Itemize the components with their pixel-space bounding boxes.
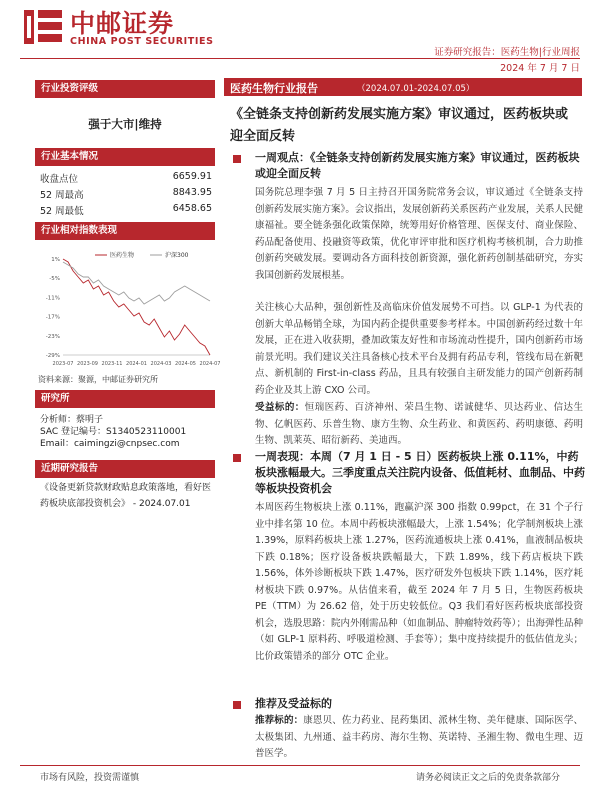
company-logo-icon — [22, 6, 64, 48]
y-tick-label: -17% — [45, 314, 60, 321]
x-tick-label: 2024-01 — [126, 361, 147, 367]
basics-row — [40, 171, 212, 185]
x-tick-label: 2024-03 — [150, 361, 172, 367]
basics-row — [40, 187, 212, 201]
x-tick-label: 2023-11 — [101, 361, 123, 367]
section-bullet-icon — [233, 454, 241, 462]
chart-heading: 行业相对指数表现 — [35, 222, 215, 240]
header-divider — [20, 58, 580, 59]
report-bar-title: 医药生物行业报告 — [230, 82, 318, 95]
basics-value: 6659.91 — [172, 171, 212, 182]
legend-label: 沪深300 — [165, 252, 189, 259]
basics-label: 52 周最高 — [40, 190, 84, 201]
footer-divider — [20, 765, 580, 766]
basics-heading: 行业基本情况 — [35, 148, 215, 166]
rating-value: 强于大市|维持 — [88, 117, 162, 131]
x-tick-label: 2023-09 — [77, 361, 98, 367]
basics-label: 收盘点位 — [40, 174, 79, 185]
chart-source: 资料来源：聚源，中邮证券研究所 — [38, 375, 158, 384]
x-tick-label: 2024-07 — [199, 361, 221, 367]
page-title: 《全链条支持创新药发展实施方案》审议通过，医药板块或迎全面反转 — [230, 107, 569, 144]
section3-heading: 推荐及受益标的 — [255, 697, 332, 710]
basics-row — [40, 203, 212, 217]
x-tick-label: 2024-05 — [175, 361, 196, 367]
series-line-1 — [63, 259, 210, 355]
y-tick-label: -5% — [49, 276, 60, 283]
company-name-cn: 中邮证券 — [70, 9, 175, 38]
basics-value: 8843.95 — [172, 187, 212, 198]
related-report[interactable]: 《设备更新贷款财政贴息政策落地，看好医药板块底部投资机会》 - 2024.07.01 — [40, 483, 212, 509]
section1-para2: 关注核心大品种，强创新性及高临床价值发展势不可挡。以 GLP-1 为代表的创新大单品畅销全球，为国内药企提供重要参考样本。中国创新药经过数十年发展，正在进入收获期，叠加政策友好性和市场流动性提升，国内创新药市场前景光明。我们建议关注具备核心技术平台及拥有药品专利，管线布局在新靶点、新机制的 First-in-class 药品，且具有较强自主研发能力的国产创新药制药企业及其上游 CXO 公司。 — [255, 302, 583, 396]
report-range: （2024.07.01-2024.07.05） — [357, 84, 475, 94]
related-heading: 近期研究报告 — [35, 460, 215, 478]
basics-label: 52 周最低 — [40, 206, 84, 217]
section3-para — [255, 713, 583, 763]
section2-para1: 本周医药生物板块上涨 0.11%，跑赢沪深 300 指数 0.99pct，在 31 个子行业中排名第 10 位。本周中药板块涨幅最大，上涨 1.54%；化学制剂板块上涨 1.39%，原料药板块上涨 1.27%，医药流通板块上涨 0.41%，血液制品板块下跌 0.18%；医疗设备板块跌幅最大，下跌 1.89%，线下药店板块下跌 1.56%，体外诊断板块下跌 1.47%，医疗研发外包板块下跌 1.14%，医疗耗材板块下跌 0.97%。从估值来看，截至 2024 年 7 月 5 日，生物医药板块 PE（TTM）为 26.62 倍，处于历史较低位。Q3 我们看好医药板块底部投资机会，选股思路：院内外刚需品种（如血制品、肿瘤特效药等）；出海弹性品种（如 GLP-1 原料药、呼吸道检测、手套等）；集中度持续提升的低估值龙头；比价政策错杀的部分 OTC 企业。 — [255, 502, 583, 662]
company-name-en: CHINA POST SECURITIES — [70, 36, 214, 47]
analyst-name: 分析师：蔡明子 — [40, 415, 104, 425]
y-tick-label: 1% — [51, 257, 60, 263]
section-bullet-icon — [233, 701, 241, 709]
x-tick-label: 2023-07 — [52, 361, 74, 367]
breadcrumb: 证券研究报告：医药生物|行业周报 — [434, 47, 580, 58]
section1-para3 — [255, 400, 583, 450]
rating-heading: 行业投资评级 — [35, 80, 215, 98]
y-tick-label: -23% — [45, 333, 60, 340]
recommend-list: 康恩贝、佐力药业、昆药集团、派林生物、美年健康、国际医学、太极集团、九州通、益丰药房、海尔生物、英诺特、圣湘生物、微电生理、迈普医学。 — [255, 715, 583, 759]
y-tick-label: -11% — [45, 295, 60, 302]
basics-value: 6458.65 — [172, 203, 212, 214]
legend-label: 医药生物 — [110, 252, 135, 259]
series-line-2 — [63, 262, 210, 304]
benefit-list: 恒瑞医药、百济神州、荣昌生物、诺诚健华、贝达药业、信达生物、亿帆医药、乐普生物、康方生物、众生药业、和黄医药、药明康德、药明生物、凯莱英、昭衍新药、美迪西。 — [255, 402, 583, 446]
relative-index-chart — [35, 247, 221, 372]
footer-risk: 市场有风险，投资需谨慎 — [40, 773, 140, 783]
footer-disclaimer: 请务必阅读正文之后的免责条款部分 — [415, 773, 560, 783]
section1-heading: 一周观点：《全链条支持创新药发展实施方案》审议通过，医药板块或迎全面反转 — [255, 151, 580, 180]
analyst-email[interactable]: Email：caimingzi@cnpsec.com — [40, 439, 180, 449]
analyst-sac: SAC 登记编号：S1340523110001 — [40, 427, 187, 437]
y-tick-label: -29% — [45, 353, 60, 359]
section2-heading: 一周表现：本周（7 月 1 日 - 5 日）医药板块上涨 0.11%，中药板块涨幅最大。三季度重点关注院内设备、低值耗材、血制品、中药等板块投资机会 — [255, 450, 585, 495]
analyst-heading: 研究所 — [35, 390, 215, 408]
recommend-label: 推荐标的： — [255, 715, 304, 726]
report-date: 2024 年 7 月 7 日 — [500, 63, 580, 74]
benefit-label: 受益标的： — [255, 402, 305, 413]
section-bullet-icon — [233, 155, 241, 163]
section1-para1: 国务院总理李强 7 月 5 日主持召开国务院常务会议，审议通过《全链条支持创新药发展实施方案》。会议指出，发展创新药关系医药产业发展，关系人民健康福祉。要全链条强化政策保障，统筹用好价格管理、医保支付、商业保险、药品配备使用、投融资等政策，优化审评审批和医疗机构考核机制，合力助推创新药突破发展。要调动各方面科技创新资源，强化新药创制基础研究，夯实我国创新药发展根基。 — [255, 187, 583, 281]
